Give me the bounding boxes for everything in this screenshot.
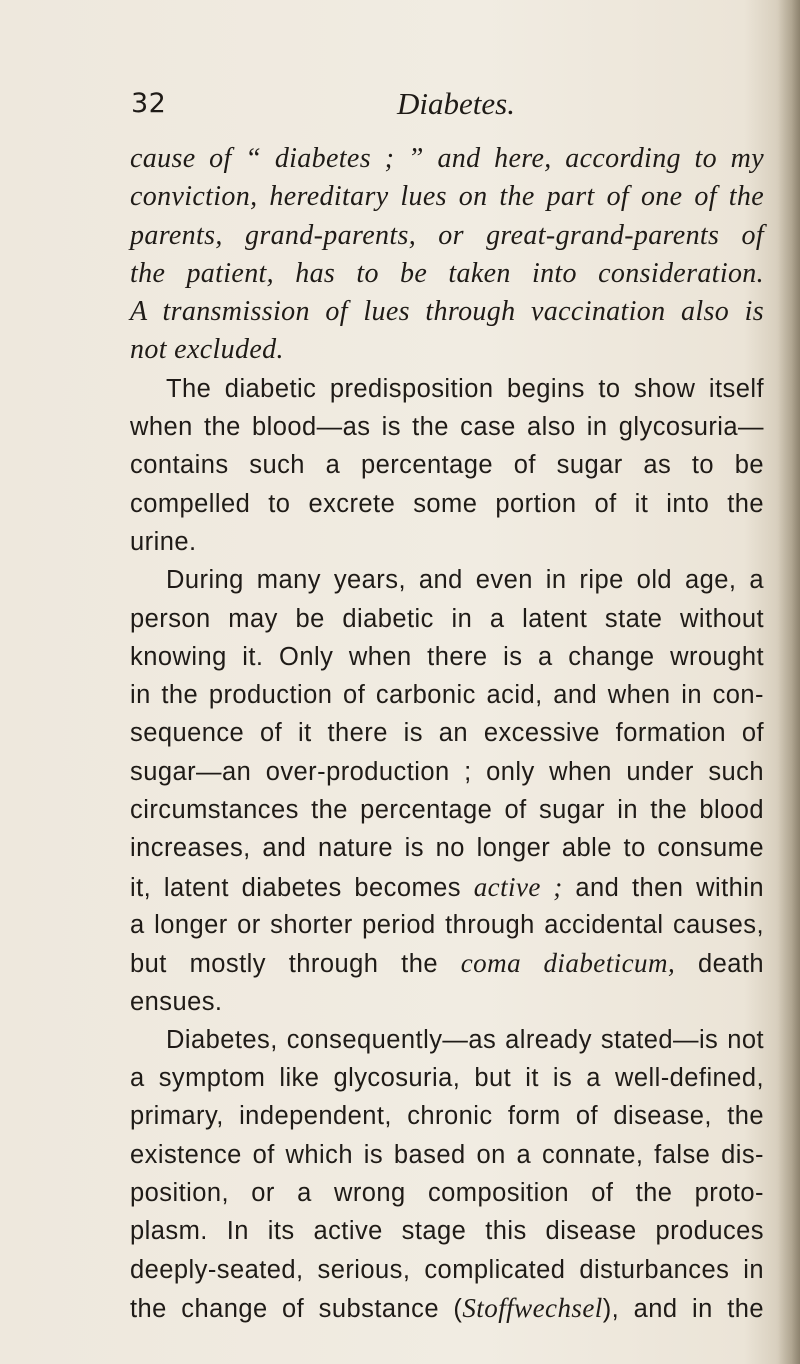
page-number: 32	[131, 88, 167, 119]
text-run: death	[675, 950, 765, 979]
italic-term-coma-diabeticum: coma diabeticum,	[460, 948, 676, 979]
italic-paragraph	[130, 140, 764, 370]
text-line: A transmission of lues through vaccination also is	[130, 296, 764, 328]
text-line: existence of which is based on a connate, false dis-	[130, 1140, 764, 1169]
text-run: but mostly through the	[130, 950, 461, 979]
text-line: ensues.	[130, 987, 223, 1016]
text-line: Diabetes, consequently—as already stated—is not	[166, 1025, 764, 1054]
text-line: sugar—an over-production ; only when under such	[130, 757, 764, 786]
text-line: cause of “ diabetes ; ” and here, according to my	[130, 143, 764, 174]
text-line: knowing it. Only when there is a change wrought	[130, 642, 764, 671]
text-line: deeply-seated, serious, complicated disturbances in	[130, 1255, 764, 1284]
paragraph-latent-state	[130, 561, 764, 1021]
page-body	[130, 140, 764, 1327]
text-line	[130, 944, 764, 982]
text-line: urine.	[130, 527, 197, 556]
text-line: the patient, has to be taken into consideration.	[130, 257, 764, 289]
text-line: contains such a percentage of sugar as to be	[130, 451, 764, 480]
text-line: primary, independent, chronic form of disease, the	[130, 1102, 764, 1131]
text-line: circumstances the percentage of sugar in the blood	[130, 796, 764, 825]
text-line: sequence of it there is an excessive formation of	[130, 719, 764, 748]
text-line: compelled to excrete some portion of it into the	[130, 489, 764, 518]
text-line	[130, 868, 764, 906]
text-line: position, or a wrong composition of the proto-	[130, 1179, 764, 1208]
text-line: plasm. In its active stage this disease produces	[130, 1217, 764, 1246]
page-edge-shadow	[778, 0, 800, 1364]
text-line: in the production of carbonic acid, and when in con-	[130, 681, 764, 710]
text-line	[130, 1289, 764, 1327]
text-line: conviction, hereditary lues on the part of one of the	[130, 181, 764, 213]
italic-term-stoffwechsel: Stoffwechsel	[462, 1292, 603, 1323]
text-run: and then within	[562, 873, 764, 902]
text-line: During many years, and even in ripe old age, a	[166, 566, 764, 595]
text-line: person may be diabetic in a latent state without	[130, 604, 764, 633]
text-run: it, latent diabetes becomes	[130, 873, 474, 902]
text-line: The diabetic predisposition begins to show itself	[166, 374, 764, 403]
text-line: parents, grand-parents, or great-grand-parents of	[130, 219, 764, 251]
running-title: Diabetes.	[397, 86, 515, 121]
text-line: increases, and nature is no longer able to consume	[130, 834, 764, 863]
italic-term-active: active ;	[473, 871, 563, 902]
text-line: when the blood—as is the case also in glycosuria—	[130, 413, 764, 442]
text-run: the change of substance (	[130, 1294, 463, 1323]
paragraph-definition	[130, 1021, 764, 1327]
page-header	[131, 88, 771, 128]
text-run: ), and in the	[602, 1294, 764, 1323]
text-line: a longer or shorter period through accidental causes,	[130, 910, 764, 939]
paragraph-predisposition	[130, 370, 764, 561]
text-line: a symptom like glycosuria, but it is a well-defined,	[130, 1064, 764, 1093]
text-line: not excluded.	[130, 334, 284, 366]
